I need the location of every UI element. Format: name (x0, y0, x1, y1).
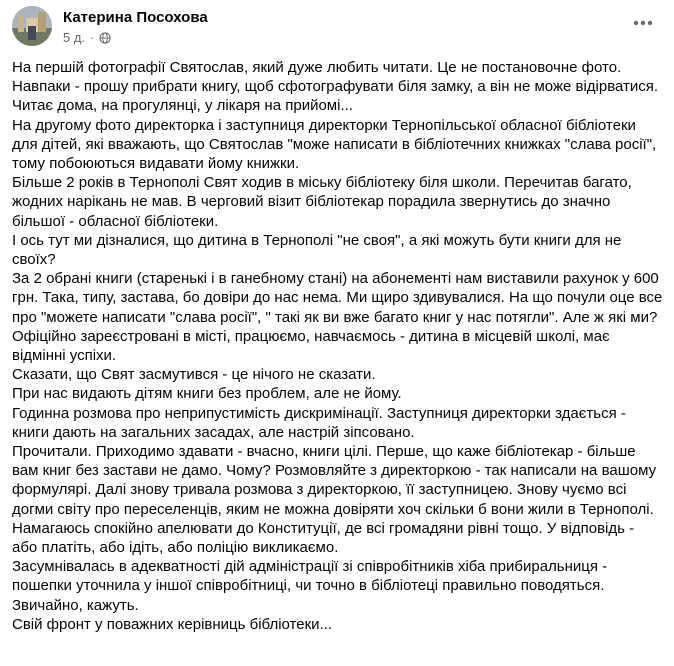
post-text-line: Більше 2 років в Тернополі Свят ходив в міську бібліотеку біля школи. Перечитав багато, (12, 174, 632, 192)
globe-icon[interactable] (99, 32, 111, 44)
post-text-line: жодних нарікань не мав. В черговий візит бібліотекар порадила звернутись до значно (12, 193, 611, 211)
post-text-line: Офіційно зареєстровані в місті, працюємо, навчаємось - дитина в місцевій школі, має (12, 327, 610, 345)
post-text-line: пошепки уточнила у іншої співробітниці, чи точно в бібліотеці правильно поводяться. (12, 577, 605, 595)
post-text-line: або платіть, або ідіть, або поліцію викликаємо. (12, 539, 339, 557)
author-name[interactable]: Катерина Посохова (63, 9, 208, 26)
post-text-line: тому побоюються видавати йому книжки. (12, 155, 300, 173)
more-options-icon (633, 20, 653, 26)
post-meta (63, 30, 111, 45)
more-options-button[interactable] (630, 10, 656, 36)
post-text-line: На другому фото директорка і заступниця директорки Тернопільської обласної бібліотеки (12, 116, 636, 134)
post-text-line: Годинна розмова про неприпустимість дискримінації. Заступниця директорки здається - (12, 404, 626, 422)
post-text-line: Звичайно, кажуть. (12, 596, 139, 614)
avatar-photo-icon (12, 6, 52, 46)
post-text-line: Сказати, що Свят засмутився - це нічого не сказати. (12, 366, 376, 384)
meta-separator: · (90, 30, 95, 45)
post-text-line: Намагаюсь спокійно апелювати до Конституції, де всі громадяни рівні тощо. У відповідь - (12, 519, 635, 537)
post-text-line: своїх? (12, 251, 56, 269)
post-text-line: За 2 обрані книги (старенькі і в ганебному стані) на абонементі нам виставили рахунок у 600 (12, 270, 659, 288)
post-text-line: відмінні успіхи. (12, 347, 117, 365)
post-timestamp[interactable]: 5 д. (63, 30, 86, 45)
post-text-line: грн. Така, типу, застава, бо довіри до нас нема. Ми щиро здивувалися. На що почули оце все (12, 289, 663, 307)
post-text-line: формулярі. Далі знову тривала розмова з директоркою, її заступницею. Знову чуємо всі (12, 481, 627, 499)
post-text-line: На першій фотографії Святослав, який дуже любить читати. Це не постановочне фото. (12, 59, 622, 76)
post-text-line: про "можете написати "слава росії", " такі як ви вже багато книг у нас потягли". Але ж які ми? (12, 308, 658, 326)
post-text-line: При нас видають дітям книги без проблем, але не йому. (12, 385, 402, 403)
post-text-line: Навпаки - прошу прибрати книгу, щоб сфотографувати біля замку, а він не може відірватися. (12, 78, 659, 96)
post-text-line: І ось тут ми дізналися, що дитина в Тернополі "не своя", а які можуть бути книги для не (12, 231, 622, 249)
post-text (12, 58, 662, 634)
post-text-line: книги дають на загальних засадах, але настрій зіпсовано. (12, 423, 415, 441)
post-text-line: Свій фронт у поважних керівниць бібліотеки... (12, 615, 333, 633)
post-header (12, 6, 662, 50)
author-avatar[interactable] (12, 6, 52, 46)
post-text-line: для дітей, які вважають, що Святослав "може написати в бібліотечних книжках "слава росії", (12, 135, 657, 153)
post-text-line: Читає дома, на прогулянці, у лікаря на прийомі... (12, 97, 353, 115)
post-text-line: більшої - обласної бібліотеки. (12, 212, 219, 230)
post-text-line: Засумнівалась в адекватності дій адміністрації зі співробітників хіба прибиральниця - (12, 558, 608, 576)
post-text-line: Прочитали. Приходимо здавати - вчасно, книги цілі. Перше, що каже бібліотекар - більше (12, 443, 636, 461)
post-text-line: вам книг без застави не дамо. Чому? Розмовляйте з директоркою - так написали на вашому (12, 462, 657, 480)
post-text-line: догми світу про переселенців, яким не можна довіряти хоч скільки б вони жили в Тернополі. (12, 500, 654, 518)
